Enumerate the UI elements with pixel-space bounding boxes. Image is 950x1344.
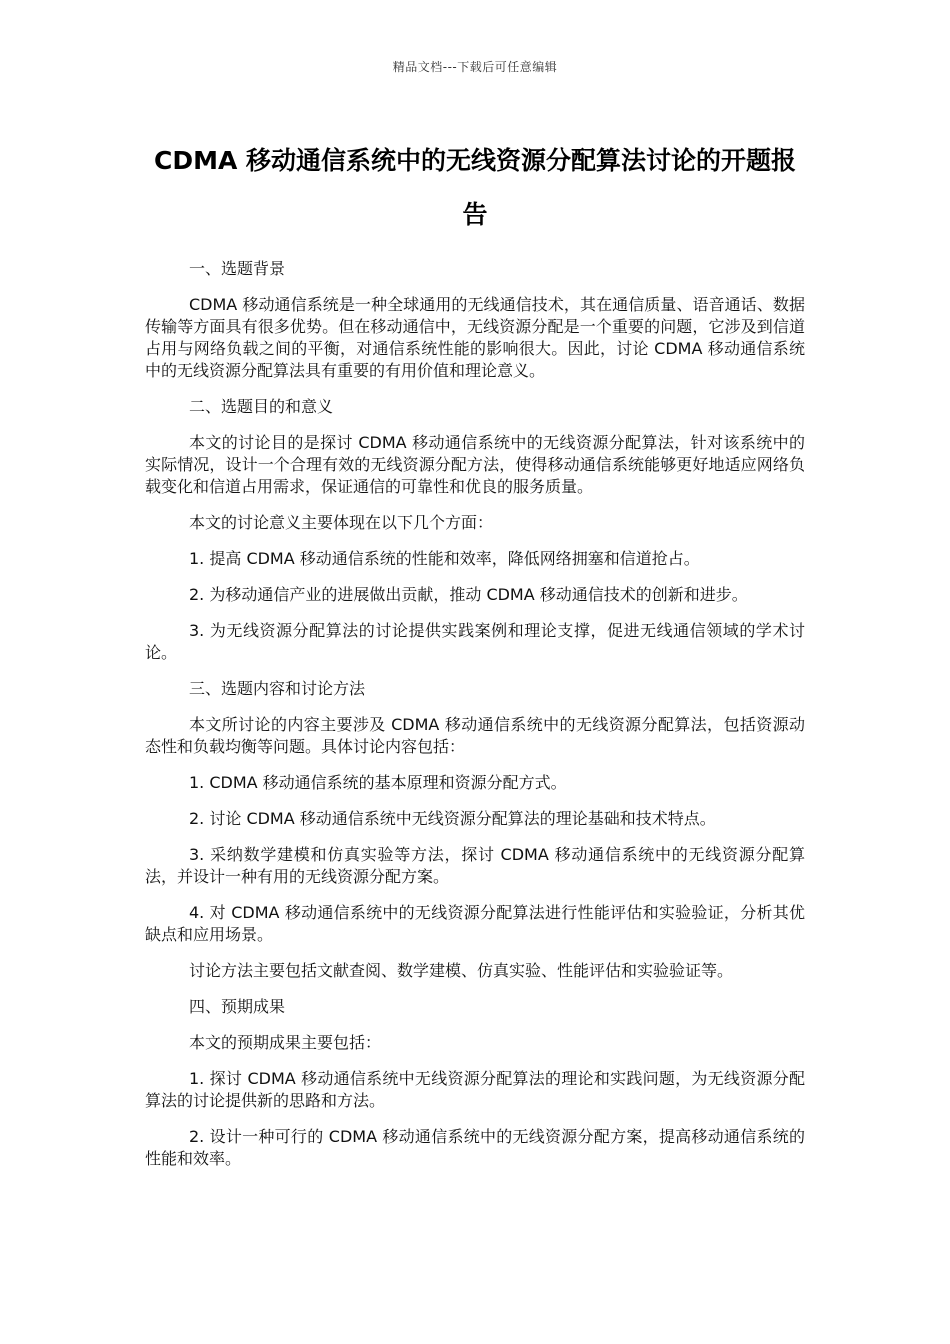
paragraph-methods: 讨论方法主要包括文献查阅、数学建模、仿真实验、性能评估和实验验证等。: [189, 961, 734, 980]
paragraph-content-intro: 本文所讨论的内容主要涉及 CDMA 移动通信系统中的无线资源分配算法，包括资源动态性和负载均衡等问题。具体讨论内容包括：: [145, 715, 805, 756]
list-item-significance-1: 1. 提高 CDMA 移动通信系统的性能和效率，降低网络拥塞和信道抢占。: [189, 549, 700, 568]
paragraph-significance-intro: 本文的讨论意义主要体现在以下几个方面：: [189, 513, 494, 532]
section-heading-expected-results: 四、预期成果: [189, 997, 286, 1016]
document-title: CDMA 移动通信系统中的无线资源分配算法讨论的开题报告: [153, 146, 797, 229]
list-item-content-2: 2. 讨论 CDMA 移动通信系统中无线资源分配算法的理论基础和技术特点。: [189, 809, 716, 828]
list-item-results-2: 2. 设计一种可行的 CDMA 移动通信系统中的无线资源分配方案，提高移动通信系统的性能和效率。: [145, 1127, 805, 1168]
list-item-content-1: 1. CDMA 移动通信系统的基本原理和资源分配方式。: [189, 773, 567, 792]
paragraph-purpose: 本文的讨论目的是探讨 CDMA 移动通信系统中的无线资源分配算法，针对该系统中的实际情况，设计一个合理有效的无线资源分配方法，使得移动通信系统能够更好地适应网络负载变化和信道占用需求，保证通信的可靠性和优良的服务质量。: [145, 433, 805, 496]
section-heading-content-methods: 三、选题内容和讨论方法: [189, 679, 366, 698]
list-item-significance-3: 3. 为无线资源分配算法的讨论提供实践案例和理论支撑，促进无线通信领域的学术讨论。: [145, 621, 805, 662]
list-item-results-1: 1. 探讨 CDMA 移动通信系统中无线资源分配算法的理论和实践问题，为无线资源分配算法的讨论提供新的思路和方法。: [145, 1069, 805, 1110]
list-item-significance-2: 2. 为移动通信产业的进展做出贡献，推动 CDMA 移动通信技术的创新和进步。: [189, 585, 748, 604]
list-item-content-4: 4. 对 CDMA 移动通信系统中的无线资源分配算法进行性能评估和实验验证，分析其优缺点和应用场景。: [145, 903, 805, 944]
section-heading-background: 一、选题背景: [189, 259, 286, 278]
header-note: 精品文档---下载后可任意编辑: [392, 60, 558, 74]
paragraph-background: CDMA 移动通信系统是一种全球通用的无线通信技术，其在通信质量、语音通话、数据传输等方面具有很多优势。但在移动通信中，无线资源分配是一个重要的问题，它涉及到信道占用与网络负载之间的平衡，对通信系统性能的影响很大。因此，讨论 CDMA 移动通信系统中的无线资源分配算法具有重要的有用价值和理论意义。: [145, 295, 805, 380]
list-item-content-3: 3. 采纳数学建模和仿真实验等方法，探讨 CDMA 移动通信系统中的无线资源分配算法，并设计一种有用的无线资源分配方案。: [145, 845, 805, 886]
paragraph-results-intro: 本文的预期成果主要包括：: [189, 1033, 382, 1052]
document-body: [145, 258, 805, 1184]
section-heading-purpose: 二、选题目的和意义: [189, 397, 334, 416]
